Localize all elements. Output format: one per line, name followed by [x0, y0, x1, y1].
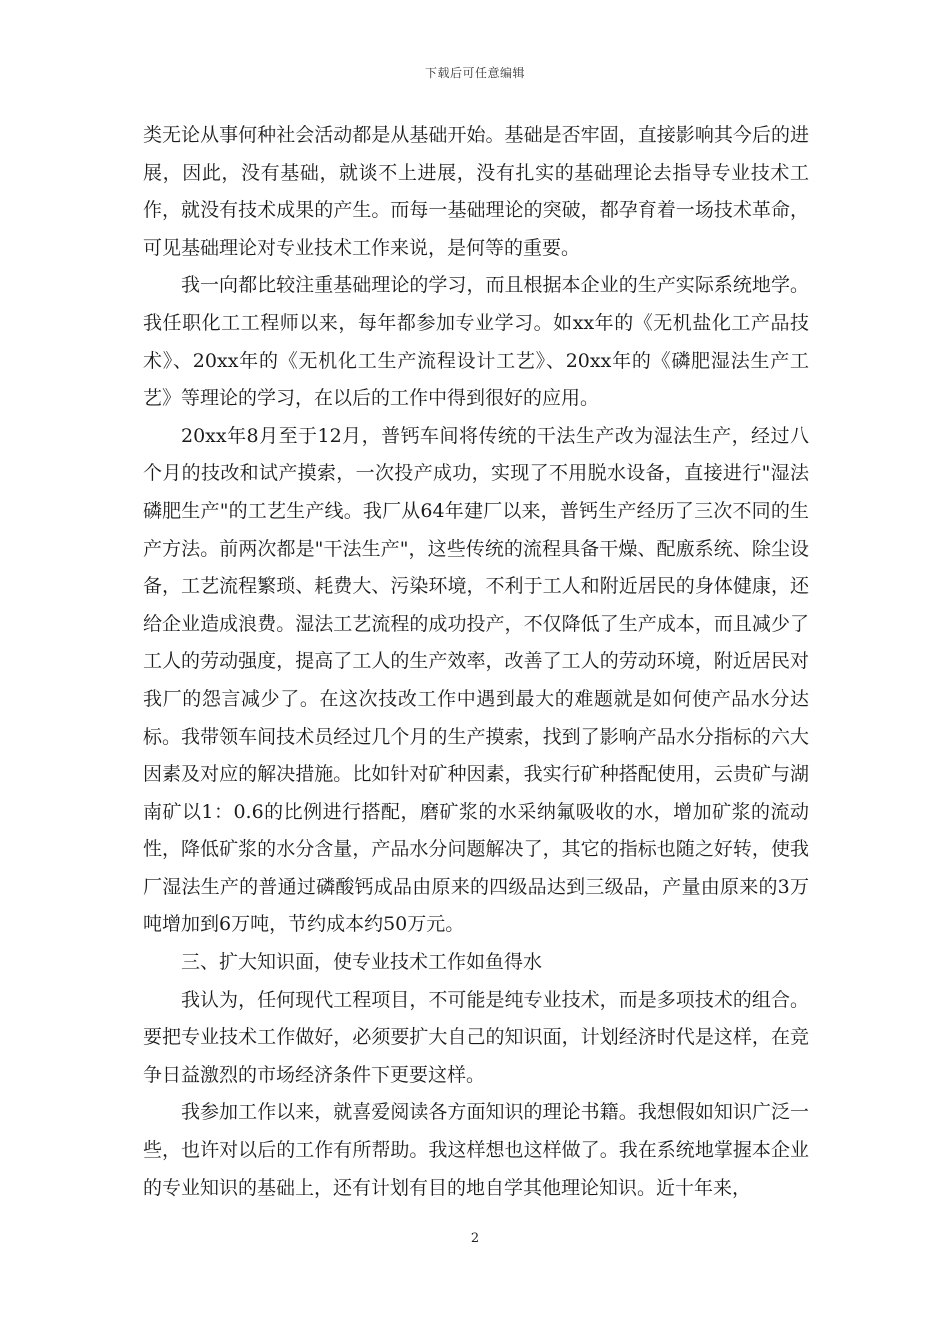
paragraph-knowledge: 我认为，任何现代工程项目，不可能是纯专业技术，而是多项技术的组合。要把专业技术工作做好，必须要扩大自己的知识面，计划经济时代是这样，在竞争日益激烈的市场经济条件下更要这样。	[143, 988, 809, 1086]
paragraph-continuation: 类无论从事何种社会活动都是从基础开始。基础是否牢固，直接影响其今后的进展，因此，没有基础，就谈不上进展，没有扎实的基础理论去指导专业技术工作，就没有技术成果的产生。而每一基础理论的突破，都孕育着一场技术革命，可见基础理论对专业技术工作来说，是何等的重要。	[143, 124, 809, 259]
section-heading: 三、扩大知识面，使专业技术工作如鱼得水	[181, 951, 543, 974]
header-note: 下载后可任意编辑	[424, 66, 525, 80]
document-body	[143, 117, 809, 1207]
page-number: 2	[470, 1231, 480, 1246]
paragraph-wet-process: 20xx年8月至于12月，普钙车间将传统的干法生产改为湿法生产，经过八个月的技改和试产摸索，一次投产成功，实现了不用脱水设备，直接进行"湿法磷肥生产"的工艺生产线。我厂从64年建厂以来，普钙生产经历了三次不同的生产方法。前两次都是"干法生产"，这些传统的流程具备干燥、配廒系统、除尘设备，工艺流程繁琐、耗费大、污染环境，不利于工人和附近居民的身体健康，还给企业造成浪费。湿法工艺流程的成功投产，不仅降低了生产成本，而且减少了工人的劳动强度，提高了工人的生产效率，改善了工人的劳动环境，附近居民对我厂的怨言减少了。在这次技改工作中遇到最大的难题就是如何使产品水分达标。我带领车间技术员经过几个月的生产摸索，找到了影响产品水分指标的六大因素及对应的解决措施。比如针对矿种因素，我实行矿种搭配使用，云贵矿与湖南矿以1：0.6的比例进行搭配，磨矿浆的水采纳氟吸收的水，增加矿浆的流动性，降低矿浆的水分含量，产品水分问题解决了，其它的指标也随之好转，使我厂湿法生产的普通过磷酸钙成品由原来的四级品达到三级品，产量由原来的3万吨增加到6万吨，节约成本约50万元。	[143, 424, 809, 936]
paragraph-reading: 我参加工作以来，就喜爱阅读各方面知识的理论书籍。我想假如知识广泛一些，也许对以后的工作有所帮助。我这样想也这样做了。我在系统地掌握本企业的专业知识的基础上，还有计划有目的地自学其他理论知识。近十年来，	[143, 1101, 809, 1199]
paragraph-theory-study: 我一向都比较注重基础理论的学习，而且根据本企业的生产实际系统地学。我任职化工工程师以来，每年都参加专业学习。如xx年的《无机盐化工产品技术》、20xx年的《无机化工生产流程设计工艺》、20xx年的《磷肥湿法生产工艺》等理论的学习，在以后的工作中得到很好的应用。	[143, 274, 809, 410]
